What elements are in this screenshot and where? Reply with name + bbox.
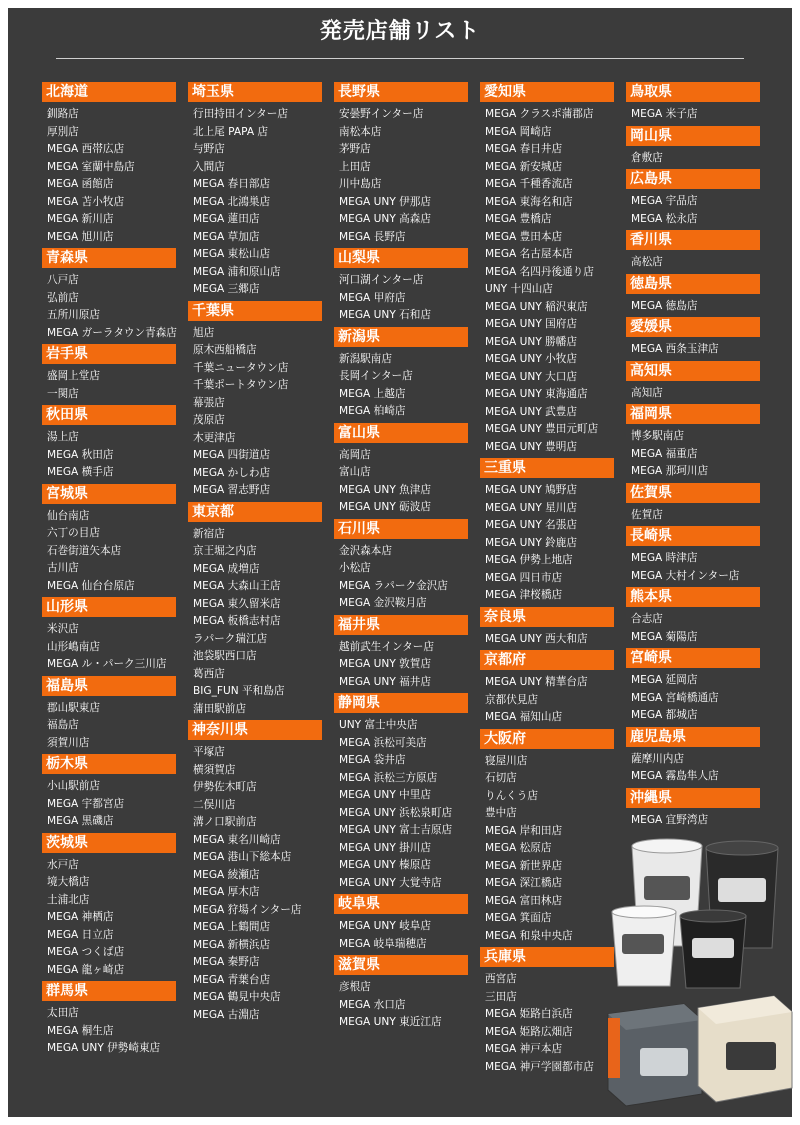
store-item: 行田持田インター店: [193, 108, 288, 120]
store-item: MEGA 米子店: [631, 108, 698, 120]
prefecture-section: [626, 648, 760, 725]
store-item: MEGA UNY 魚津店: [339, 483, 431, 496]
prefecture-heading: 宮城県: [42, 484, 176, 504]
store-item: ラパーク瑞江店: [193, 632, 268, 645]
store-item: MEGA 深江橋店: [485, 877, 563, 889]
prefecture-heading: 奈良県: [480, 607, 614, 627]
prefecture-heading: 鹿児島県: [626, 727, 760, 747]
store-item: 薩摩川内店: [631, 752, 684, 765]
store-column-1: [42, 82, 176, 1060]
store-item: 倉敷店: [631, 151, 663, 164]
store-item: MEGA 宜野湾店: [631, 813, 709, 826]
store-item: MEGA 富田林店: [485, 894, 563, 907]
prefecture-heading: 山形県: [42, 597, 176, 617]
prefecture-heading: 新潟県: [334, 327, 468, 347]
store-item: MEGA 四日市店: [485, 571, 563, 584]
store-item: BIG_FUN 平和島店: [193, 685, 285, 697]
store-item: 一関店: [47, 387, 79, 400]
store-item: MEGA 旭川店: [47, 230, 114, 243]
store-item: MEGA UNY 伊那店: [339, 195, 431, 208]
prefecture-heading: 福井県: [334, 615, 468, 635]
store-item: MEGA UNY 富士吉原店: [339, 824, 453, 836]
store-item: MEGA 狩場インター店: [193, 903, 302, 916]
store-item: MEGA UNY 高森店: [339, 213, 431, 225]
store-item: 葛西店: [193, 667, 225, 680]
prefecture-section: [626, 404, 760, 481]
store-item: MEGA 名古屋本店: [485, 248, 573, 260]
store-item: 郡山駅東店: [47, 701, 100, 714]
page-title: 発売店舗リスト: [319, 19, 481, 44]
store-item: 高松店: [631, 256, 663, 268]
store-item: 新宿店: [193, 527, 225, 540]
store-item: 佐賀店: [631, 508, 663, 521]
prefecture-section: [480, 947, 614, 1076]
store-item: MEGA UNY 岐阜店: [339, 920, 431, 932]
store-item: 西宮店: [485, 973, 517, 985]
store-item: MEGA 鶴見中央店: [193, 991, 281, 1003]
store-item: 豊中店: [485, 807, 517, 819]
store-item: MEGA 和泉中央店: [485, 929, 573, 942]
store-item: MEGA 函館店: [47, 178, 114, 190]
prefecture-heading: 高知県: [626, 361, 760, 381]
store-item: MEGA 神戸学園都市店: [485, 1060, 594, 1073]
store-item: 高岡店: [339, 448, 371, 461]
store-item: 盛岡上堂店: [47, 370, 100, 382]
store-item: 茂原店: [193, 414, 225, 426]
store-item: MEGA 東名川崎店: [193, 833, 281, 846]
prefecture-heading: 佐賀県: [626, 483, 760, 503]
store-item: MEGA UNY 東海通店: [485, 388, 588, 400]
store-item: MEGA 岐阜瑞穂店: [339, 937, 427, 950]
prefecture-section: [42, 754, 176, 831]
store-item: MEGA UNY 豊田元町店: [485, 423, 599, 435]
store-item: MEGA UNY 精華台店: [485, 676, 588, 688]
store-item: MEGA UNY 国府店: [485, 318, 577, 330]
prefecture-section: [480, 729, 614, 946]
store-item: MEGA 上越店: [339, 387, 406, 400]
prefecture-heading: 岡山県: [626, 126, 760, 146]
store-item: MEGA 日立店: [47, 928, 114, 941]
prefecture-section: [626, 126, 760, 168]
store-item: 千葉ポートタウン店: [193, 379, 289, 391]
store-item: MEGA 西条玉津店: [631, 343, 719, 355]
store-item: MEGA UNY 東近江店: [339, 1016, 442, 1028]
store-item: 高知店: [631, 386, 663, 399]
prefecture-section: [188, 82, 322, 299]
store-item: MEGA 東久留米店: [193, 597, 281, 610]
store-item: MEGA 宮崎橋通店: [631, 691, 719, 704]
prefecture-section: [480, 607, 614, 649]
prefecture-section: [334, 693, 468, 892]
store-item: MEGA UNY 大口店: [485, 370, 577, 383]
store-item: りんくう店: [485, 789, 538, 802]
store-item: MEGA 姫路白浜店: [485, 1008, 573, 1020]
store-item: 彦根店: [339, 981, 371, 993]
store-item: 太田店: [47, 1007, 79, 1019]
store-item: MEGA 古淵店: [193, 1008, 260, 1021]
store-item: MEGA 袋井店: [339, 754, 406, 766]
store-item: 長岡インター店: [339, 370, 413, 382]
store-item: MEGA 新川店: [47, 213, 114, 225]
prefecture-section: [626, 526, 760, 585]
title-divider: [56, 58, 744, 59]
store-item: MEGA UNY 武豊店: [485, 405, 577, 418]
store-item: MEGA UNY 勝幡店: [485, 335, 577, 348]
prefecture-section: [42, 833, 176, 980]
store-item: MEGA 宇都宮店: [47, 797, 125, 810]
store-item: MEGA つくば店: [47, 946, 125, 958]
prefecture-heading: 長崎県: [626, 526, 760, 546]
bucket-white-small: [612, 906, 676, 986]
prefecture-section: [626, 317, 760, 359]
prefecture-section: [42, 484, 176, 596]
store-column-3: [334, 82, 468, 1034]
store-item: 千葉ニュータウン店: [193, 361, 289, 374]
prefecture-heading: 山梨県: [334, 248, 468, 268]
prefecture-heading: 大阪府: [480, 729, 614, 749]
store-item: MEGA 草加店: [193, 230, 260, 243]
store-item: MEGA 習志野店: [193, 484, 271, 496]
prefecture-heading: 北海道: [42, 82, 176, 102]
store-item: MEGA 名四丹後通り店: [485, 265, 594, 278]
prefecture-heading: 静岡県: [334, 693, 468, 713]
store-item: 旭店: [193, 326, 215, 339]
store-item: MEGA 伊勢上地店: [485, 554, 573, 566]
store-item: MEGA 浦和原山店: [193, 265, 281, 278]
store-item: MEGA UNY 福井店: [339, 675, 431, 688]
prefecture-section: [334, 519, 468, 613]
store-item: MEGA UNY 大覚寺店: [339, 876, 442, 889]
store-item: MEGA 時津店: [631, 552, 698, 564]
prefecture-section: [42, 981, 176, 1058]
store-item: MEGA 龍ヶ崎店: [47, 963, 125, 976]
store-item: MEGA UNY 砺波店: [339, 501, 431, 513]
store-item: MEGA 桐生店: [47, 1024, 114, 1037]
prefecture-section: [42, 676, 176, 753]
store-item: MEGA 浜松三方原店: [339, 771, 438, 784]
store-item: MEGA 金沢鞍月店: [339, 597, 427, 609]
prefecture-heading: 岩手県: [42, 344, 176, 364]
prefecture-heading: 愛知県: [480, 82, 614, 102]
prefecture-section: [42, 248, 176, 342]
prefecture-heading: 京都府: [480, 650, 614, 670]
store-item: MEGA UNY 敦賀店: [339, 658, 431, 670]
store-item: MEGA 豊田本店: [485, 230, 563, 243]
store-item: 須賀川店: [47, 736, 90, 749]
prefecture-heading: 兵庫県: [480, 947, 614, 967]
prefecture-section: [480, 650, 614, 727]
store-item: 上田店: [339, 160, 371, 173]
store-item: 平塚店: [193, 746, 225, 758]
store-item: MEGA 神戸本店: [485, 1043, 563, 1055]
store-item: 茅野店: [339, 143, 371, 155]
prefecture-heading: 徳島県: [626, 274, 760, 294]
store-item: MEGA 北鴻巣店: [193, 195, 271, 208]
store-item: MEGA 春日部店: [193, 178, 271, 190]
prefecture-section: [626, 230, 760, 272]
store-item: MEGA 東松山店: [193, 248, 271, 260]
store-item: 合志店: [631, 613, 663, 625]
prefecture-section: [42, 344, 176, 403]
store-item: 弘前店: [47, 291, 79, 304]
store-item: MEGA 板橋志村店: [193, 615, 281, 627]
store-item: 原木西船橋店: [193, 344, 257, 356]
prefecture-heading: 青森県: [42, 248, 176, 268]
bucket-black-small: [680, 910, 746, 988]
store-item: 寝屋川店: [485, 754, 528, 767]
store-item: UNY 十四山店: [485, 283, 553, 295]
store-item: 石切店: [485, 772, 517, 784]
store-item: MEGA 青葉台店: [193, 973, 271, 986]
prefecture-heading: 栃木県: [42, 754, 176, 774]
prefecture-heading: 広島県: [626, 169, 760, 189]
store-item: 米沢店: [47, 623, 79, 635]
prefecture-section: [626, 587, 760, 646]
store-item: 五所川原店: [47, 309, 100, 321]
store-item: MEGA ラパーク金沢店: [339, 579, 448, 592]
prefecture-heading: 福島県: [42, 676, 176, 696]
store-item: 小山駅前店: [47, 780, 100, 792]
store-item: 安曇野インター店: [339, 108, 424, 120]
store-item: MEGA 松原店: [485, 842, 552, 854]
store-item: 厚別店: [47, 125, 79, 138]
store-item: MEGA 浜松可美店: [339, 736, 427, 749]
prefecture-section: [626, 82, 760, 124]
store-item: MEGA UNY 石和店: [339, 309, 431, 321]
store-item: MEGA 蓮田店: [193, 213, 260, 225]
store-item: MEGA UNY 名張店: [485, 519, 577, 531]
store-item: MEGA ル・パーク三川店: [47, 658, 167, 670]
store-item: 古川店: [47, 562, 79, 574]
store-item: MEGA 岡崎店: [485, 125, 552, 138]
store-item: MEGA 那珂川店: [631, 465, 709, 477]
store-item: 溝ノ口駅前店: [193, 816, 257, 828]
store-item: UNY 富士中央店: [339, 719, 418, 731]
store-item: MEGA 黒磯店: [47, 815, 114, 827]
store-item: 伊勢佐木町店: [193, 781, 257, 793]
prefecture-heading: 岐阜県: [334, 894, 468, 914]
prefecture-heading: 千葉県: [188, 301, 322, 321]
store-item: 横須賀店: [193, 763, 236, 776]
prefecture-heading: 香川県: [626, 230, 760, 250]
store-item: 山形嶋南店: [47, 640, 100, 653]
store-item: MEGA 大村インター店: [631, 569, 740, 582]
prefecture-section: [626, 169, 760, 228]
prefecture-heading: 埼玉県: [188, 82, 322, 102]
store-item: 二俣川店: [193, 798, 236, 811]
prefecture-heading: 宮崎県: [626, 648, 760, 668]
prefecture-section: [42, 82, 176, 246]
prefecture-heading: 三重県: [480, 458, 614, 478]
prefecture-heading: 群馬県: [42, 981, 176, 1001]
prefecture-section: [188, 502, 322, 719]
prefecture-heading: 愛媛県: [626, 317, 760, 337]
store-item: 川中島店: [339, 178, 382, 190]
container-box-beige: [698, 996, 792, 1102]
store-item: MEGA 秦野店: [193, 956, 260, 968]
store-item: MEGA 都城店: [631, 709, 698, 721]
store-item: MEGA 福重店: [631, 447, 698, 460]
store-column-4: [480, 82, 614, 1078]
store-item: MEGA 苫小牧店: [47, 195, 125, 208]
prefecture-section: [42, 405, 176, 482]
prefecture-heading: 滋賀県: [334, 955, 468, 975]
prefecture-heading: 熊本県: [626, 587, 760, 607]
prefecture-section: [480, 458, 614, 605]
store-item: MEGA 大森山王店: [193, 580, 281, 592]
store-item: 越前武生インター店: [339, 640, 434, 653]
store-item: MEGA 成増店: [193, 562, 260, 575]
store-item: 木更津店: [193, 431, 236, 444]
store-item: MEGA 菊陽店: [631, 630, 698, 643]
store-item: 与野店: [193, 143, 225, 155]
store-item: MEGA 上鶴間店: [193, 921, 271, 933]
store-item: MEGA 岸和田店: [485, 824, 563, 837]
store-item: 北上尾 PAPA 店: [193, 125, 269, 138]
store-item: MEGA 東海名和店: [485, 195, 573, 208]
store-item: MEGA 柏崎店: [339, 405, 406, 417]
prefecture-section: [480, 82, 614, 456]
store-item: MEGA 豊橋店: [485, 213, 552, 225]
store-item: MEGA 千種香流店: [485, 178, 573, 190]
store-item: 新潟駅南店: [339, 352, 392, 365]
prefecture-section: [626, 274, 760, 316]
store-item: MEGA ガーラタウン青森店: [47, 326, 177, 339]
store-item: MEGA 四街道店: [193, 449, 271, 461]
store-item: 池袋駅西口店: [193, 650, 257, 662]
store-item: 小松店: [339, 562, 371, 574]
store-item: 釧路店: [47, 108, 79, 120]
store-item: MEGA 秋田店: [47, 448, 114, 461]
store-item: 金沢森本店: [339, 544, 392, 557]
store-item: 三田店: [485, 990, 517, 1003]
store-item: MEGA 延岡店: [631, 674, 698, 686]
prefecture-heading: 東京都: [188, 502, 322, 522]
store-item: MEGA 松永店: [631, 212, 698, 225]
prefecture-heading: 石川県: [334, 519, 468, 539]
prefecture-section: [626, 361, 760, 403]
store-item: MEGA 春日井店: [485, 143, 563, 155]
store-item: 福島店: [47, 719, 79, 731]
store-item: MEGA 長野店: [339, 230, 406, 243]
prefecture-section: [334, 615, 468, 692]
store-item: 六丁の目店: [47, 527, 100, 539]
prefecture-heading: 神奈川県: [188, 720, 322, 740]
store-item: MEGA 三郷店: [193, 283, 260, 295]
store-item: MEGA 綾瀬店: [193, 868, 260, 881]
store-item: 河口湖インター店: [339, 274, 424, 286]
store-item: 博多駅南店: [631, 430, 684, 442]
store-column-5: [626, 82, 760, 831]
store-item: MEGA 箕面店: [485, 912, 552, 924]
prefecture-heading: 福岡県: [626, 404, 760, 424]
store-item: 南松本店: [339, 125, 382, 138]
store-item: MEGA 仙台台原店: [47, 579, 135, 592]
prefecture-section: [188, 301, 322, 500]
prefecture-section: [626, 788, 760, 830]
store-item: 入間店: [193, 160, 225, 173]
store-item: MEGA 徳島店: [631, 299, 698, 312]
store-item: 水戸店: [47, 858, 79, 871]
prefecture-heading: 長野県: [334, 82, 468, 102]
store-item: MEGA UNY 鳩野店: [485, 484, 577, 496]
store-item: 京都伏見店: [485, 693, 538, 706]
store-column-2: [188, 82, 322, 1026]
prefecture-section: [334, 82, 468, 246]
prefecture-heading: 茨城県: [42, 833, 176, 853]
store-item: MEGA UNY 豊明店: [485, 440, 577, 453]
store-item: MEGA 厚木店: [193, 886, 260, 898]
store-item: MEGA UNY 榛原店: [339, 859, 431, 871]
prefecture-section: [42, 597, 176, 674]
prefecture-heading: 秋田県: [42, 405, 176, 425]
prefecture-section: [626, 483, 760, 525]
store-item: MEGA 福知山店: [485, 711, 563, 723]
store-item: MEGA 水口店: [339, 998, 406, 1011]
store-item: 京王堀之内店: [193, 545, 257, 557]
prefecture-heading: 鳥取県: [626, 82, 760, 102]
store-item: MEGA 津桜橋店: [485, 589, 563, 601]
store-item: 幕張店: [193, 396, 225, 409]
prefecture-section: [334, 327, 468, 421]
store-item: MEGA クラスポ蒲郡店: [485, 108, 594, 120]
container-box-grey: [608, 1004, 702, 1106]
store-item: MEGA UNY 浜松泉町店: [339, 806, 453, 819]
store-item: MEGA 姫路広畑店: [485, 1025, 573, 1038]
prefecture-section: [334, 423, 468, 517]
store-item: MEGA UNY 掛川店: [339, 841, 431, 854]
store-item: MEGA 霧島隼人店: [631, 770, 719, 782]
prefecture-heading: 沖縄県: [626, 788, 760, 808]
store-item: 湯上店: [47, 431, 79, 443]
store-item: MEGA UNY 西大和店: [485, 632, 588, 645]
store-item: MEGA 横手店: [47, 466, 114, 478]
store-item: MEGA UNY 伊勢崎東店: [47, 1042, 161, 1054]
prefecture-section: [334, 248, 468, 325]
store-item: 八戸店: [47, 274, 79, 286]
store-item: MEGA 西帯広店: [47, 143, 125, 155]
store-item: 石巻街道矢本店: [47, 544, 122, 557]
store-item: MEGA 神栖店: [47, 911, 114, 923]
store-item: MEGA 甲府店: [339, 291, 406, 304]
store-item: 富山店: [339, 466, 371, 478]
store-item: MEGA 宇品店: [631, 195, 698, 207]
store-item: 土浦北店: [47, 893, 90, 906]
prefecture-heading: 富山県: [334, 423, 468, 443]
prefecture-section: [334, 894, 468, 953]
store-item: MEGA 港山下総本店: [193, 851, 292, 863]
store-item: MEGA 室蘭中島店: [47, 160, 135, 173]
store-item: MEGA UNY 鈴鹿店: [485, 536, 577, 549]
store-item: MEGA UNY 星川店: [485, 501, 577, 514]
store-item: 境大橋店: [47, 876, 90, 888]
prefecture-section: [626, 727, 760, 786]
store-item: MEGA UNY 稲沢東店: [485, 300, 588, 313]
store-item: MEGA 新横浜店: [193, 938, 271, 951]
store-item: MEGA UNY 小牧店: [485, 353, 577, 365]
store-item: MEGA UNY 中里店: [339, 789, 431, 801]
store-item: MEGA 新世界店: [485, 859, 563, 872]
prefecture-section: [188, 720, 322, 1024]
store-item: MEGA 新安城店: [485, 160, 563, 173]
store-item: 仙台南店: [47, 509, 90, 522]
product-image: [606, 836, 794, 1116]
store-item: MEGA かしわ店: [193, 466, 271, 479]
prefecture-section: [334, 955, 468, 1032]
store-item: 蒲田駅前店: [193, 702, 246, 715]
